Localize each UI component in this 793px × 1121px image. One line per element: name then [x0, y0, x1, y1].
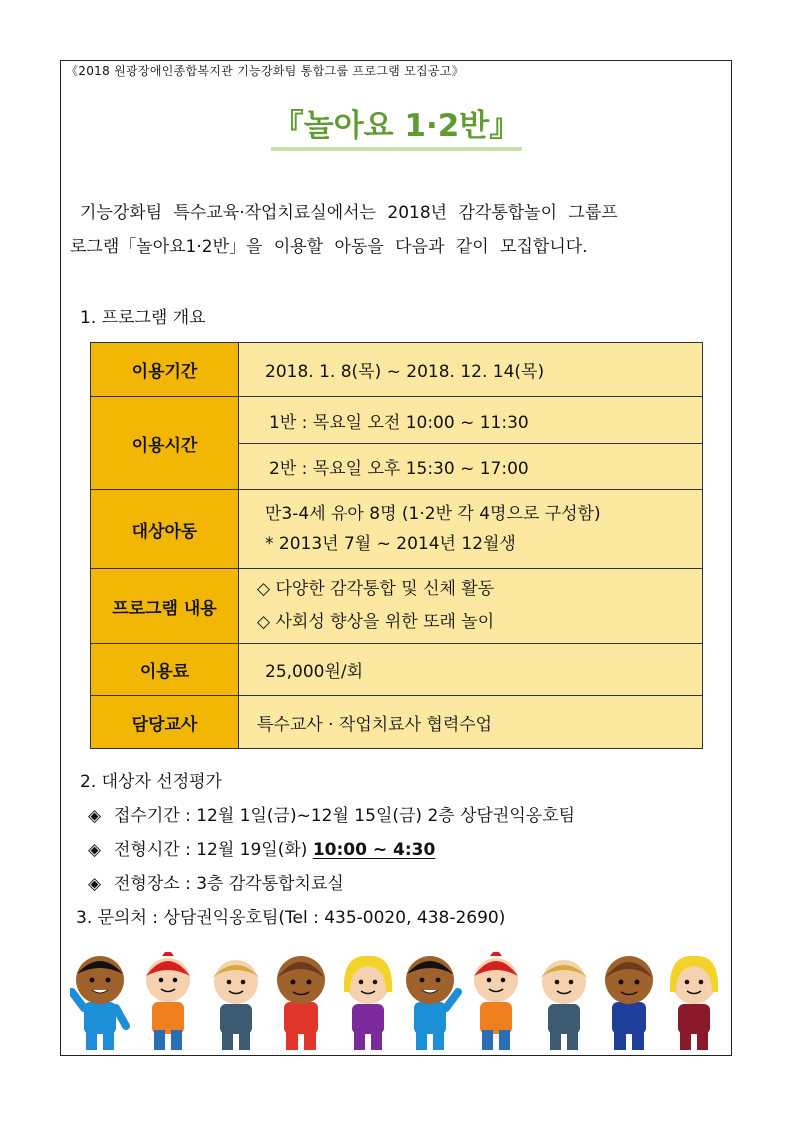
- content-label: 프로그램 내용: [91, 569, 239, 644]
- fee-label: 이용료: [91, 644, 239, 696]
- period-label: 이용기간: [91, 343, 239, 397]
- period-value: 2018. 1. 8(목) ~ 2018. 12. 14(목): [239, 343, 703, 397]
- selection-item-text: 전형장소 : 3층 감각통합치료실: [114, 874, 344, 894]
- intro-line-2: 로그램「놀아요1·2반」을 이용할 아동을 다음과 같이 모집합니다.: [70, 237, 588, 257]
- table-row: [91, 644, 703, 696]
- child-figure-icon: [605, 956, 653, 1050]
- table-row: [91, 397, 703, 444]
- child-figure-icon: [540, 960, 588, 1050]
- children-illustration: [70, 952, 725, 1052]
- child-figure-icon: [212, 960, 260, 1050]
- diamond-bullet-icon: ◈: [88, 806, 102, 826]
- diamond-bullet-icon: ◈: [88, 874, 102, 894]
- section-overview-heading: 1. 프로그램 개요: [80, 308, 206, 328]
- selection-item: [88, 835, 435, 860]
- fee-value: 25,000원/회: [239, 644, 703, 696]
- teacher-value: 특수교사 · 작업치료사 협력수업: [239, 696, 703, 749]
- content-line-2: ◇ 사회성 향상을 위한 또래 놀이: [257, 612, 495, 632]
- selection-item: [88, 869, 344, 894]
- child-figure-icon: [670, 956, 718, 1050]
- program-title-text: 『놀아요 1·2반』: [271, 100, 523, 151]
- child-figure-icon: [277, 956, 325, 1050]
- selection-item-text: 접수기간 : 12월 1일(금)~12월 15일(금) 2층 상담권익옹호팀: [114, 806, 576, 826]
- time-class2: 2반 : 목요일 오후 15:30 ~ 17:00: [239, 444, 703, 490]
- program-title: [0, 100, 793, 151]
- content-value: [239, 569, 703, 644]
- child-figure-icon: [146, 952, 190, 1050]
- time-class1: 1반 : 목요일 오전 10:00 ~ 11:30: [239, 397, 703, 444]
- diamond-bullet-icon: ◈: [88, 840, 102, 860]
- child-figure-icon: [474, 952, 518, 1050]
- notice-header: 《2018 원광장애인종합복지관 기능강화팀 통합그룹 프로그램 모집공고》: [66, 64, 464, 78]
- intro-paragraph: [70, 196, 725, 264]
- program-overview-table: [90, 342, 703, 749]
- target-label: 대상아동: [91, 490, 239, 569]
- screening-time: 10:00 ~ 4:30: [312, 840, 436, 860]
- selection-item-text: 전형시간 : 12월 19일(화): [114, 840, 313, 860]
- teacher-label: 담당교사: [91, 696, 239, 749]
- target-line-1: 만3-4세 유아 8명 (1·2반 각 4명으로 구성함): [265, 504, 601, 524]
- section-contact: 3. 문의처 : 상담권익옹호팀(Tel : 435-0020, 438-2690): [76, 908, 506, 928]
- child-figure-icon: [344, 956, 392, 1050]
- table-row: [91, 569, 703, 644]
- time-label: 이용시간: [91, 397, 239, 490]
- child-figure-icon: [406, 956, 458, 1050]
- table-row: [91, 490, 703, 569]
- intro-line-1: 기능강화팀 특수교육·작업치료실에서는 2018년 감각통합놀이 그룹프: [80, 203, 618, 223]
- target-value: [239, 490, 703, 569]
- table-row: [91, 343, 703, 397]
- selection-item: [88, 801, 575, 826]
- target-line-2: * 2013년 7월 ~ 2014년 12월생: [265, 534, 516, 554]
- content-line-1: ◇ 다양한 감각통합 및 신체 활동: [257, 579, 495, 599]
- child-figure-icon: [72, 956, 126, 1050]
- section-selection-heading: 2. 대상자 선정평가: [80, 772, 222, 792]
- table-row: [91, 696, 703, 749]
